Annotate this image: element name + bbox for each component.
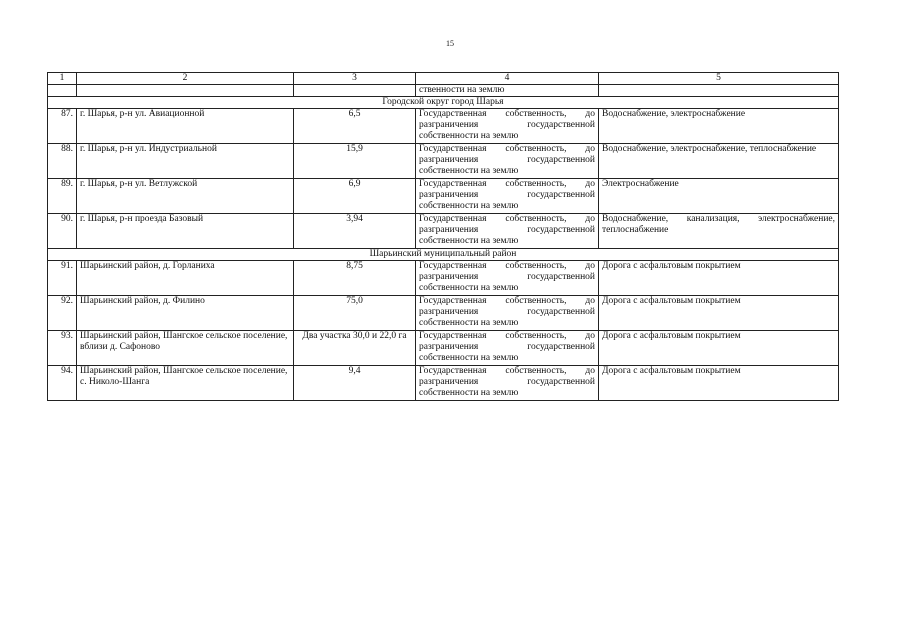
table-row [48, 366, 839, 401]
section-header-row [48, 97, 839, 109]
cell-ownership: ственности на землю [416, 85, 599, 97]
column-number: 4 [416, 73, 599, 85]
cell-location [77, 85, 294, 97]
cell-location: г. Шарья, р-н ул. Индустриальной [77, 144, 294, 179]
cell-num: 94. [48, 366, 77, 401]
cell-engineering: Дорога с асфальтовым покрытием [599, 296, 839, 331]
cell-area: 6,9 [294, 179, 416, 214]
cell-location: г. Шарья, р-н проезда Базовый [77, 214, 294, 249]
column-number: 2 [77, 73, 294, 85]
table-row [48, 214, 839, 249]
cell-ownership: Государственная собственность, до разграничения государственной собственности на землю [416, 296, 599, 331]
cell-location: Шарьинский район, Шангское сельское поселение, с. Николо-Шанга [77, 366, 294, 401]
cell-ownership: Государственная собственность, до разграничения государственной собственности на землю [416, 214, 599, 249]
cell-num: 91. [48, 261, 77, 296]
section-title: Шарьинский муниципальный район [48, 249, 839, 261]
cell-ownership: Государственная собственность, до разграничения государственной собственности на землю [416, 331, 599, 366]
cell-num: 87. [48, 109, 77, 144]
column-number: 5 [599, 73, 839, 85]
cell-area: Два участка 30,0 и 22,0 га [294, 331, 416, 366]
section-title: Городской округ город Шарья [48, 97, 839, 109]
cell-engineering: Водоснабжение, канализация, электроснабжение, теплоснабжение [599, 214, 839, 249]
cell-area: 8,75 [294, 261, 416, 296]
cell-area: 9,4 [294, 366, 416, 401]
cell-ownership: Государственная собственность, до разграничения государственной собственности на землю [416, 179, 599, 214]
cell-location: г. Шарья, р-н ул. Авиационной [77, 109, 294, 144]
column-number: 1 [48, 73, 77, 85]
cell-location: Шарьинский район, д. Филино [77, 296, 294, 331]
cell-ownership: Государственная собственность, до разграничения государственной собственности на землю [416, 261, 599, 296]
cell-area: 75,0 [294, 296, 416, 331]
cell-location: Шарьинский район, д. Горланиха [77, 261, 294, 296]
cell-num [48, 85, 77, 97]
cell-engineering: Дорога с асфальтовым покрытием [599, 366, 839, 401]
cell-area [294, 85, 416, 97]
cell-engineering [599, 85, 839, 97]
cell-engineering: Дорога с асфальтовым покрытием [599, 261, 839, 296]
column-number-row [48, 73, 839, 85]
cell-engineering: Дорога с асфальтовым покрытием [599, 331, 839, 366]
cell-num: 88. [48, 144, 77, 179]
section-header-row [48, 249, 839, 261]
table-row [48, 296, 839, 331]
column-number: 3 [294, 73, 416, 85]
cell-engineering: Водоснабжение, электроснабжение [599, 109, 839, 144]
continuation-row [48, 85, 839, 97]
table-row [48, 179, 839, 214]
cell-ownership: Государственная собственность, до разграничения государственной собственности на землю [416, 144, 599, 179]
cell-engineering: Водоснабжение, электроснабжение, теплоснабжение [599, 144, 839, 179]
cell-num: 90. [48, 214, 77, 249]
cell-area: 15,9 [294, 144, 416, 179]
cell-ownership: Государственная собственность, до разграничения государственной собственности на землю [416, 109, 599, 144]
cell-num: 89. [48, 179, 77, 214]
cell-ownership: Государственная собственность, до разграничения государственной собственности на землю [416, 366, 599, 401]
cell-area: 3,94 [294, 214, 416, 249]
cell-location: г. Шарья, р-н ул. Ветлужской [77, 179, 294, 214]
table-row [48, 331, 839, 366]
cell-num: 92. [48, 296, 77, 331]
land-plots-table [47, 72, 839, 401]
table-row [48, 109, 839, 144]
cell-location: Шарьинский район, Шангское сельское поселение, вблизи д. Сафоново [77, 331, 294, 366]
cell-engineering: Электроснабжение [599, 179, 839, 214]
table-row [48, 261, 839, 296]
table-row [48, 144, 839, 179]
page-number: 15 [446, 39, 454, 48]
cell-num: 93. [48, 331, 77, 366]
cell-area: 6,5 [294, 109, 416, 144]
